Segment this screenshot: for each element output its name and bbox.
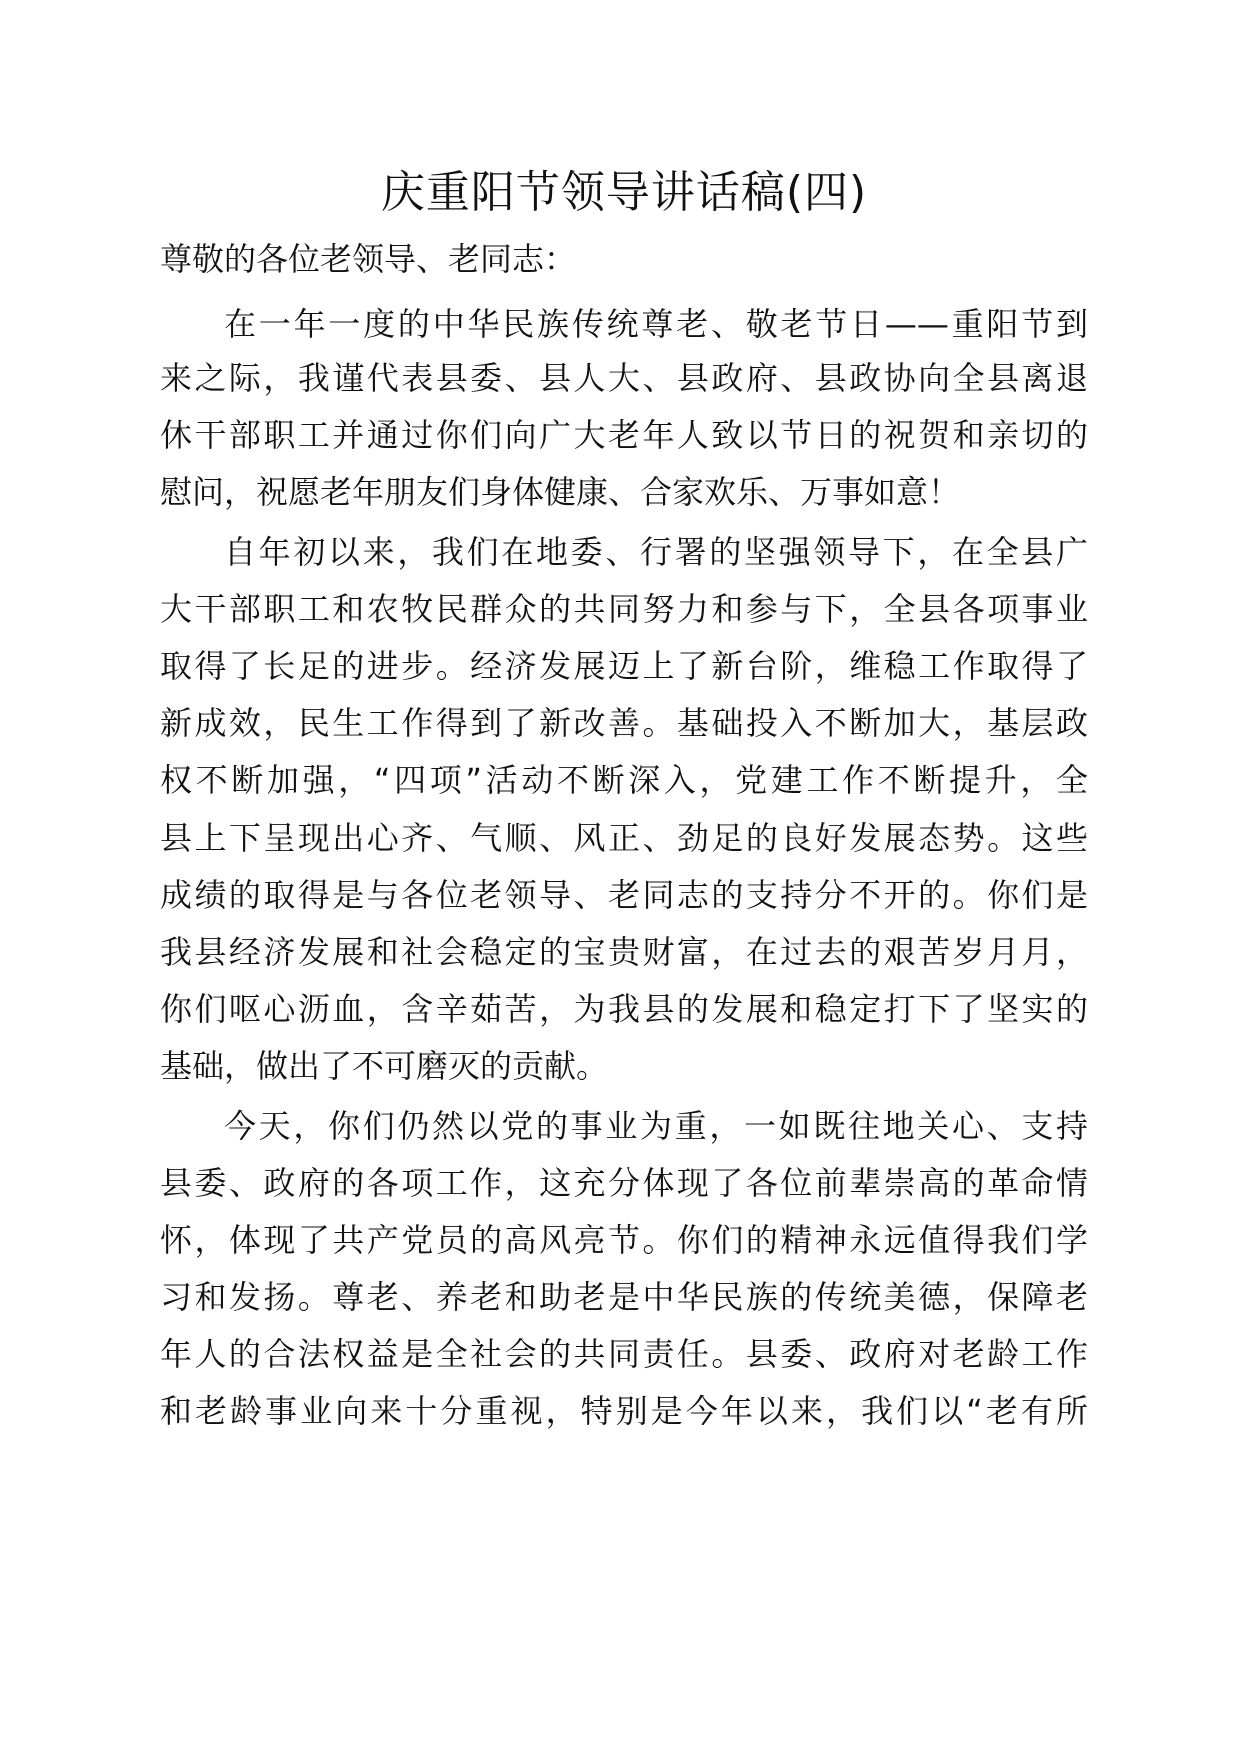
paragraph-3-line: 和老龄事业向来十分重视，特别是今年以来，我们以“老有所: [160, 1392, 1088, 1430]
paragraph-2-line: 新成效，民生工作得到了新改善。基础投入不断加大，基层政: [160, 704, 1088, 742]
paragraph-1-line: 在一年一度的中华民族传统尊老、敬老节日——重阳节到: [224, 305, 1088, 343]
paragraph-1-line: 来之际，我谨代表县委、县人大、县政府、县政协向全县离退: [160, 359, 1088, 397]
paragraph-2-line: 权不断加强，“四项”活动不断深入，党建工作不断提升，全: [160, 761, 1088, 799]
paragraph-3-line: 县委、政府的各项工作，这充分体现了各位前辈崇高的革命情: [160, 1164, 1088, 1202]
paragraph-2-line: 县上下呈现出心齐、气顺、风正、劲足的良好发展态势。这些: [160, 819, 1088, 857]
paragraph-2-line: 我县经济发展和社会稳定的宝贵财富，在过去的艰苦岁月月，: [160, 933, 1088, 971]
paragraph-3-line: 年人的合法权益是全社会的共同责任。县委、政府对老龄工作: [160, 1335, 1088, 1373]
paragraph-3-line: 今天，你们仍然以党的事业为重，一如既往地关心、支持: [224, 1107, 1088, 1145]
paragraph-1-line: 休干部职工并通过你们向广大老年人致以节日的祝贺和亲切的: [160, 416, 1088, 454]
paragraph-3-line: 怀，体现了共产党员的高风亮节。你们的精神永远值得我们学: [160, 1221, 1088, 1259]
paragraph-3-line: 习和发扬。尊老、养老和助老是中华民族的传统美德，保障老: [160, 1278, 1088, 1316]
paragraph-1-line: 慰问，祝愿老年朋友们身体健康、合家欢乐、万事如意！: [160, 473, 961, 511]
paragraph-2-line: 基础，做出了不可磨灭的贡献。: [160, 1047, 609, 1085]
document-title: 庆重阳节领导讲话稿(四): [380, 167, 868, 218]
salutation: 尊敬的各位老领导、老同志：: [160, 240, 577, 278]
paragraph-2-line: 自年初以来，我们在地委、行署的坚强领导下，在全县广: [224, 533, 1088, 571]
paragraph-2-line: 大干部职工和农牧民群众的共同努力和参与下，全县各项事业: [160, 590, 1088, 628]
paragraph-2-line: 取得了长足的进步。经济发展迈上了新台阶，维稳工作取得了: [160, 647, 1088, 685]
paragraph-2-line: 你们呕心沥血，含辛茹苦，为我县的发展和稳定打下了坚实的: [160, 990, 1088, 1028]
paragraph-2-line: 成绩的取得是与各位老领导、老同志的支持分不开的。你们是: [160, 876, 1088, 914]
